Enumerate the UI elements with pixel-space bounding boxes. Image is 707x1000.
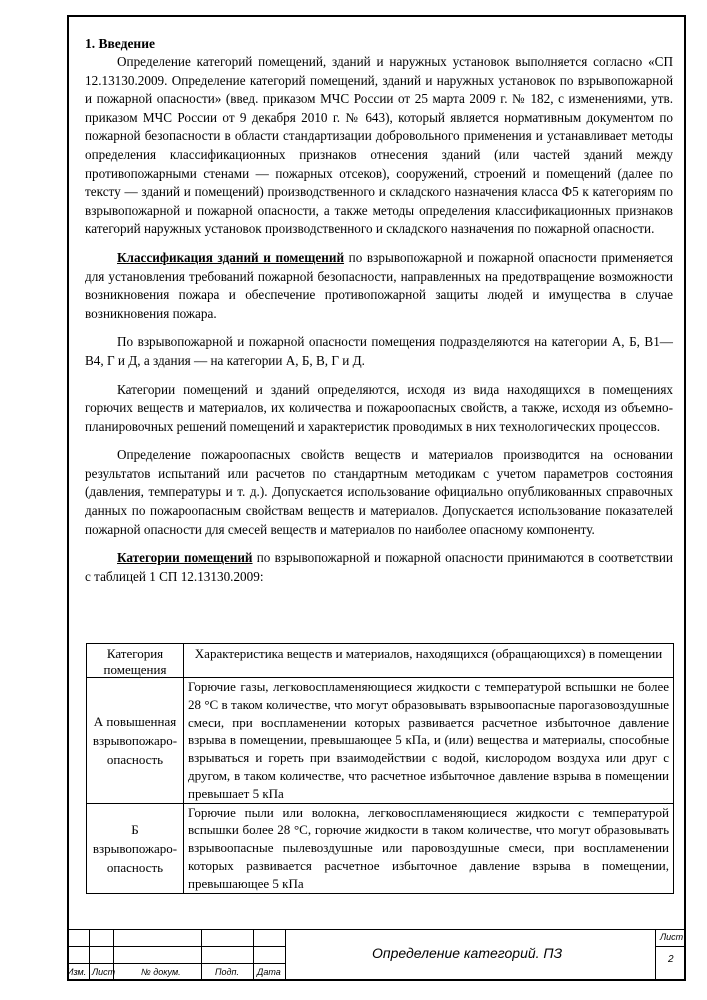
stamp-podp: Подп.: [215, 967, 239, 977]
stamp-list: Лист: [92, 967, 116, 977]
table-row: [87, 678, 674, 804]
table-header-row: [87, 644, 674, 678]
stamp-sheet-number: 2: [668, 954, 674, 965]
table-row: [87, 803, 674, 893]
stamp-sheet-label: Лист: [660, 932, 684, 942]
category-cell: А повышенная взрывопожаро-опасность: [87, 678, 184, 804]
title-block: [67, 929, 686, 981]
category-cell: Б взрывопожаро-опасность: [87, 803, 184, 893]
description-cell: Горючие пыли или волокна, легковоспламеняющиеся жидкости с температурой вспышки более 28 °С, горючие жидкости в таком количестве, что могут образовывать взрывоопасные пылевоздушные или паровоздушные смеси, при воспламенении которых развивается расчетное избыточное давление взрыва в помещении, превышающее 5 кПа: [184, 803, 674, 893]
paragraph-properties: Определение пожароопасных свойств веществ и материалов производится на основании результатов испытаний или расчетов по стандартным методикам с учетом параметров состояния (давления, температуры и т. д.). Допускается использование официально опубликованных справочных данных по пожароопасным свойствам веществ и материалов. Допускается использование показателей пожарной опасности для смесей веществ и материалов по наиболее опасному компоненту.: [85, 447, 673, 537]
paragraph-intro: Определение категорий помещений, зданий и наружных установок выполняется согласно «СП 12.13130.2009. Определение категорий помещений, зданий и наружных установок по взрывопожарной и пожарной опасности» (введ. приказом МЧС России от 25 марта 2009 г. № 182, с изменениями, утв. приказом МЧС России от 9 декабря 2010 г. № 643), который является нормативным документом по пожарной безопасности в области стандартизации добровольного применения и устанавливает методы определения классификационных признаков отнесения зданий (или частей зданий между противопожарными стенами — пожарных отсеков), сооружений, строений и помещений (далее по тексту — зданий и помещений) производственного и складского назначения класса Ф5 к категориям по взрывопожарной и пожарной опасности, а также методы определения классификационных признаков категорий наружных установок производственного и складского назначения по пожарной опасности.: [85, 54, 673, 237]
classification-lead: Классификация зданий и помещений: [117, 249, 345, 265]
paragraph-determination: Категории помещений и зданий определяются, исходя из вида находящихся в помещениях горючих веществ и материалов, их количества и пожароопасных свойств, а также, исходя из объемно-планировочных решений помещений и характеристик проводимых в них технологических процессов.: [85, 381, 673, 434]
stamp-doc: № докум.: [141, 967, 181, 977]
stamp-title: Определение категорий. ПЗ: [372, 945, 563, 961]
category-table: [86, 643, 674, 894]
room-categories-text: по взрывопожарной и пожарной опасности принимаются в соответствии с таблицей 1 СП 12.13130.2009:: [85, 550, 673, 584]
stamp-izm: Изм.: [67, 967, 87, 977]
room-categories-lead: Категории помещений: [117, 550, 253, 566]
document-body: [85, 35, 673, 586]
classification-text: по взрывопожарной и пожарной опасности применяется для установления требований пожарной безопасности, направленных на предотвращение возможности возникновения пожара и обеспечение противопожарной защиты людей и имущества в случае возникновения пожара.: [85, 249, 674, 321]
paragraph-classification: [85, 249, 673, 323]
stamp-data: Дата: [257, 967, 281, 977]
section-heading: 1. Введение: [85, 36, 155, 51]
header-category: Категория помещения: [87, 644, 184, 678]
paragraph-room-categories: [85, 549, 673, 586]
header-description: Характеристика веществ и материалов, находящихся (обращающихся) в помещении: [184, 644, 674, 678]
description-cell: Горючие газы, легковоспламеняющиеся жидкости с температурой вспышки не более 28 °С в таком количестве, что могут образовывать взрывоопасные парогазовоздушные смеси, при воспламенении которых развивается расчетное избыточное давление взрыва в помещении, превышающее 5 кПа, и (или) вещества и материалы, способные взрываться и гореть при взаимодействии с водой, кислородом воздуха или друг с другом, в таком количестве, что расчетное избыточное давление взрыва в помещении превышает 5 кПа: [184, 678, 674, 804]
paragraph-categories-list: По взрывопожарной и пожарной опасности помещения подразделяются на категории А, Б, В1—В4, Г и Д, а здания — на категории А, Б, В, Г и Д.: [85, 334, 673, 368]
